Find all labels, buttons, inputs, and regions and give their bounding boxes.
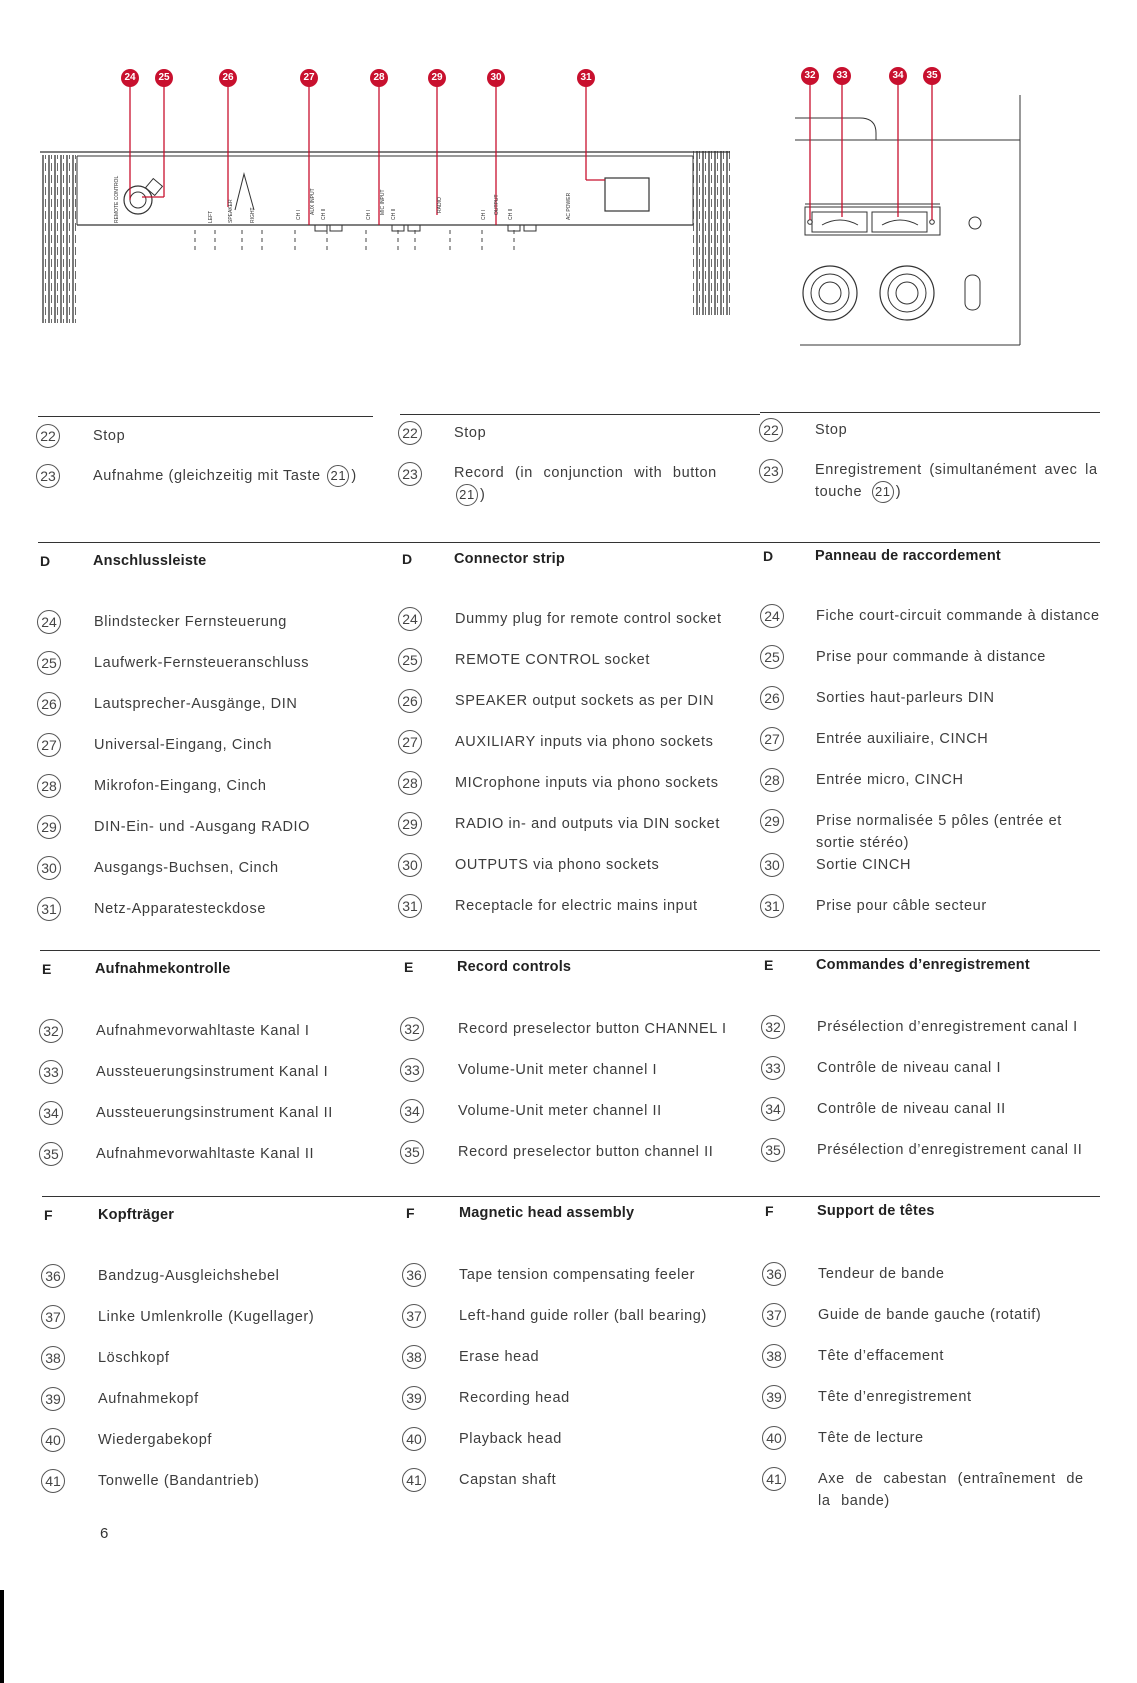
callout-badge: 24	[121, 69, 139, 87]
panel-label: AC POWER	[566, 192, 572, 220]
item-text: Aussteuerungsinstrument Kanal II	[96, 1105, 333, 1121]
item-text: Guide de bande gauche (rotatif)	[818, 1307, 1042, 1323]
ac-power-receptacle	[605, 178, 649, 211]
item-text: Netz-Apparatesteckdose	[94, 901, 266, 917]
item-text: Aufnahmevorwahltaste Kanal II	[96, 1146, 315, 1162]
item-number: 27	[37, 733, 61, 757]
item-text	[93, 465, 383, 487]
item-text: Aussteuerungsinstrument Kanal I	[96, 1064, 329, 1080]
item-text-tail: )	[480, 487, 486, 503]
record-controls-diagram	[790, 55, 1030, 355]
item-text: Volume-Unit meter channel II	[458, 1103, 662, 1119]
reference-number: 21	[872, 481, 894, 503]
item-text: Tonwelle (Bandantrieb)	[98, 1473, 260, 1489]
item-number: 41	[402, 1468, 426, 1492]
section-letter: F	[44, 1207, 53, 1223]
item-number: 30	[398, 853, 422, 877]
section-letter: F	[406, 1205, 415, 1221]
panel-label: MIC INPUT	[380, 189, 386, 215]
item-number: 36	[402, 1263, 426, 1287]
item-text: Lautsprecher-Ausgänge, DIN	[94, 696, 298, 712]
item-text: Aufnahmekopf	[98, 1391, 199, 1407]
item-number: 40	[41, 1428, 65, 1452]
item-text: Tête d’effacement	[818, 1348, 945, 1364]
section-letter: E	[404, 959, 414, 975]
item-number: 34	[39, 1101, 63, 1125]
panel-label: OUTPUT	[494, 194, 500, 215]
panel-label: CH I	[366, 210, 372, 220]
item-text: Stop	[93, 428, 126, 444]
item-number: 31	[37, 897, 61, 921]
item-number: 36	[762, 1262, 786, 1286]
item-number: 32	[761, 1015, 785, 1039]
item-number: 28	[37, 774, 61, 798]
item-number: 33	[39, 1060, 63, 1084]
callout-badge: 29	[428, 69, 446, 87]
item-number: 29	[37, 815, 61, 839]
item-text: RADIO in- and outputs via DIN socket	[455, 816, 720, 832]
item-text: Bandzug-Ausgleichshebel	[98, 1268, 280, 1284]
item-text: Mikrofon-Eingang, Cinch	[94, 778, 267, 794]
item-number: 38	[41, 1346, 65, 1370]
panel-label: REMOTE CONTROL	[114, 175, 120, 223]
section-heading-en: Connector strip	[454, 551, 565, 567]
item-text: Aufnahmevorwahltaste Kanal I	[96, 1023, 310, 1039]
section-letter: D	[40, 553, 51, 569]
item-number: 27	[398, 730, 422, 754]
panel-label: AUX INPUT	[310, 188, 316, 215]
callout-badge: 25	[155, 69, 173, 87]
item-number: 29	[760, 809, 784, 833]
item-text: Universal-Eingang, Cinch	[94, 737, 273, 753]
item-number: 39	[41, 1387, 65, 1411]
item-text-tail: )	[895, 484, 902, 500]
item-text: Playback head	[459, 1431, 562, 1447]
item-text: Left-hand guide roller (ball bearing)	[459, 1308, 707, 1324]
section-letter: D	[763, 548, 774, 564]
item-number: 22	[36, 424, 60, 448]
callout-badge: 28	[370, 69, 388, 87]
item-text: Entrée micro, CINCH	[816, 772, 964, 788]
item-text	[454, 462, 739, 506]
item-text: OUTPUTS via phono sockets	[455, 857, 660, 873]
section-letter: D	[402, 551, 413, 567]
callout-badge: 31	[577, 69, 595, 87]
item-number: 25	[760, 645, 784, 669]
section-heading-de: Aufnahmekontrolle	[95, 961, 231, 977]
item-text: Tape tension compensating feeler	[459, 1267, 696, 1283]
item-text: Receptacle for electric mains input	[455, 898, 698, 914]
item-number: 32	[39, 1019, 63, 1043]
item-text: Capstan shaft	[459, 1472, 557, 1488]
item-number: 33	[761, 1056, 785, 1080]
item-number: 37	[402, 1304, 426, 1328]
left-wood-panel	[40, 155, 77, 323]
section-heading-en: Magnetic head assembly	[459, 1205, 635, 1221]
item-text: Stop	[815, 422, 848, 438]
section-letter: E	[42, 961, 52, 977]
item-text: Présélection d’enregistrement canal I	[817, 1019, 1078, 1035]
item-number: 35	[39, 1142, 63, 1166]
item-number: 24	[760, 604, 784, 628]
item-number: 23	[759, 459, 783, 483]
item-text: SPEAKER output sockets as per DIN	[455, 693, 715, 709]
item-number: 24	[37, 610, 61, 634]
right-wood-panel	[693, 151, 730, 315]
item-text: Blindstecker Fernsteuerung	[94, 614, 287, 630]
item-number: 23	[36, 464, 60, 488]
item-text: Löschkopf	[98, 1350, 170, 1366]
panel-label: CH I	[296, 210, 302, 220]
item-number: 41	[762, 1467, 786, 1491]
item-number: 31	[760, 894, 784, 918]
item-number: 23	[398, 462, 422, 486]
item-text: Recording head	[459, 1390, 570, 1406]
item-number: 37	[762, 1303, 786, 1327]
reference-number: 21	[456, 484, 478, 506]
item-text: Prise pour commande à distance	[816, 649, 1046, 665]
item-number: 25	[398, 648, 422, 672]
item-text: Contrôle de niveau canal II	[817, 1101, 1006, 1117]
item-text: Ausgangs-Buchsen, Cinch	[94, 860, 279, 876]
section-heading-fr: Commandes d’enregistrement	[816, 957, 1030, 973]
reference-number: 21	[327, 465, 349, 487]
panel-label: CH II	[508, 208, 514, 220]
item-number: 40	[402, 1427, 426, 1451]
callout-badge: 26	[219, 69, 237, 87]
item-text: Axe de cabestan (entraînement de la bande)	[818, 1471, 1084, 1509]
callout-badge: 27	[300, 69, 318, 87]
item-number: 29	[398, 812, 422, 836]
item-number: 22	[398, 421, 422, 445]
item-text: Volume-Unit meter channel I	[458, 1062, 658, 1078]
item-number: 34	[761, 1097, 785, 1121]
panel-label: CH II	[321, 208, 327, 220]
item-number: 31	[398, 894, 422, 918]
item-text: Contrôle de niveau canal I	[817, 1060, 1002, 1076]
callout-badge: 30	[487, 69, 505, 87]
edge-mark	[0, 1590, 4, 1683]
panel-label: LEFT	[208, 210, 214, 223]
item-text	[815, 459, 1100, 503]
item-text-tail: )	[351, 468, 357, 484]
item-text: Tête d’enregistrement	[818, 1389, 972, 1405]
item-number: 24	[398, 607, 422, 631]
item-text: Prise normalisée 5 pôles (entrée et sortie stéréo)	[816, 813, 1062, 851]
section-letter: F	[765, 1203, 774, 1219]
item-number: 35	[400, 1140, 424, 1164]
callout-badge: 35	[923, 67, 941, 85]
item-text: Fiche court-circuit commande à distance	[816, 608, 1100, 624]
item-number: 26	[37, 692, 61, 716]
item-text: Linke Umlenkrolle (Kugellager)	[98, 1309, 315, 1325]
item-text: Wiedergabekopf	[98, 1432, 212, 1448]
section-heading-de: Kopfträger	[98, 1207, 175, 1223]
item-text: Record preselector button channel II	[458, 1144, 714, 1160]
item-number: 30	[37, 856, 61, 880]
divider	[400, 414, 760, 415]
item-text: Présélection d’enregistrement canal II	[817, 1142, 1083, 1158]
section-letter: E	[764, 957, 774, 973]
item-text: Sortie CINCH	[816, 857, 912, 873]
item-text: REMOTE CONTROL socket	[455, 652, 650, 668]
item-number: 28	[760, 768, 784, 792]
item-number: 28	[398, 771, 422, 795]
item-number: 38	[402, 1345, 426, 1369]
section-heading-de: Anschlussleiste	[93, 553, 207, 569]
item-number: 39	[402, 1386, 426, 1410]
item-number: 40	[762, 1426, 786, 1450]
panel-label: CH II	[391, 208, 397, 220]
connector-strip-diagram	[30, 55, 740, 325]
item-number: 22	[759, 418, 783, 442]
callout-badge: 32	[801, 67, 819, 85]
divider	[38, 416, 373, 417]
item-number: 26	[398, 689, 422, 713]
item-text: Tendeur de bande	[818, 1266, 945, 1282]
item-number: 27	[760, 727, 784, 751]
item-text: Dummy plug for remote control socket	[455, 611, 722, 627]
item-text: Erase head	[459, 1349, 540, 1365]
section-divider	[38, 542, 1100, 543]
item-number: 30	[760, 853, 784, 877]
item-number: 41	[41, 1469, 65, 1493]
callout-badge: 34	[889, 67, 907, 85]
item-text-main: Record (in conjunction with button	[454, 465, 717, 481]
item-text: Stop	[454, 425, 487, 441]
item-text: DIN-Ein- und -Ausgang RADIO	[94, 819, 311, 835]
item-number: 34	[400, 1099, 424, 1123]
item-text: Entrée auxiliaire, CINCH	[816, 731, 989, 747]
section-heading-fr: Support de têtes	[817, 1203, 935, 1219]
item-text: Laufwerk-Fernsteueranschluss	[94, 655, 310, 671]
item-text-main: Enregistrement (simultanément avec la touche	[815, 462, 1098, 500]
item-number: 36	[41, 1264, 65, 1288]
panel-label: CH I	[481, 210, 487, 220]
item-number: 25	[37, 651, 61, 675]
section-divider	[42, 1196, 1100, 1197]
panel-label: RIGHT	[250, 207, 256, 223]
item-number: 35	[761, 1138, 785, 1162]
item-text: MICrophone inputs via phono sockets	[455, 775, 719, 791]
item-text: AUXILIARY inputs via phono sockets	[455, 734, 714, 750]
item-text: Sorties haut-parleurs DIN	[816, 690, 995, 706]
item-number: 37	[41, 1305, 65, 1329]
section-heading-fr: Panneau de raccordement	[815, 548, 1001, 564]
item-text: Prise pour câble secteur	[816, 898, 987, 914]
callout-badge: 33	[833, 67, 851, 85]
item-number: 39	[762, 1385, 786, 1409]
item-number: 38	[762, 1344, 786, 1368]
divider	[760, 412, 1100, 413]
item-text-main: Aufnahme (gleichzeitig mit Taste	[93, 468, 321, 484]
section-heading-en: Record controls	[457, 959, 572, 975]
section-divider	[40, 950, 1100, 951]
panel-label: RADIO	[437, 197, 443, 213]
item-number: 33	[400, 1058, 424, 1082]
item-text: Tête de lecture	[818, 1430, 924, 1446]
item-number: 32	[400, 1017, 424, 1041]
panel-label: SPEAKER	[228, 199, 234, 223]
item-text: Record preselector button CHANNEL I	[458, 1021, 727, 1037]
item-number: 26	[760, 686, 784, 710]
page-number: 6	[100, 1525, 109, 1542]
